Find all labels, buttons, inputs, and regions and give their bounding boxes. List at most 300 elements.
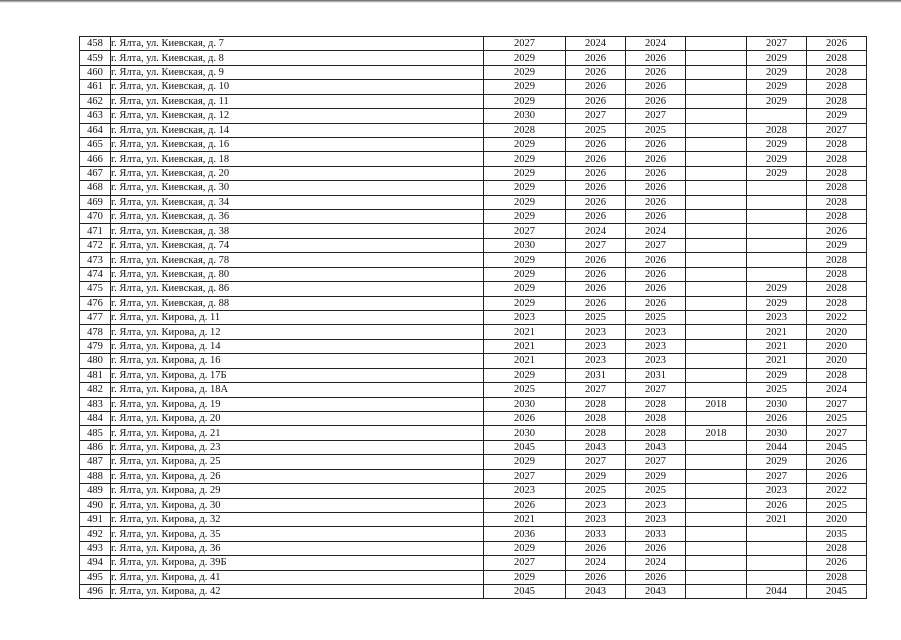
table-row [80,51,867,65]
row-number: 468 [80,181,111,195]
year-cell-6: 2020 [807,325,867,339]
row-number: 487 [80,455,111,469]
year-cell-1: 2029 [484,166,566,180]
year-cell-5 [747,181,807,195]
row-number: 474 [80,267,111,281]
year-cell-6: 2028 [807,541,867,555]
year-cell-3: 2027 [626,383,686,397]
table-row [80,368,867,382]
year-cell-2: 2033 [566,527,626,541]
year-cell-6: 2028 [807,282,867,296]
year-cell-5: 2029 [747,152,807,166]
address-cell: г. Ялта, ул. Кирова, д. 35 [111,527,484,541]
row-number: 495 [80,570,111,584]
table-row [80,440,867,454]
year-cell-5: 2029 [747,51,807,65]
address-cell: г. Ялта, ул. Киевская, д. 74 [111,238,484,252]
year-cell-1: 2021 [484,325,566,339]
year-cell-1: 2045 [484,440,566,454]
year-cell-3: 2029 [626,469,686,483]
address-cell: г. Ялта, ул. Кирова, д. 25 [111,455,484,469]
table-row [80,181,867,195]
year-cell-1: 2029 [484,94,566,108]
year-cell-5 [747,195,807,209]
row-number: 492 [80,527,111,541]
table-row [80,65,867,79]
table-row [80,123,867,137]
year-cell-1: 2029 [484,80,566,94]
address-cell: г. Ялта, ул. Кирова, д. 29 [111,484,484,498]
year-cell-5: 2029 [747,80,807,94]
row-number: 466 [80,152,111,166]
address-cell: г. Ялта, ул. Киевская, д. 34 [111,195,484,209]
year-cell-5: 2021 [747,354,807,368]
year-cell-3: 2024 [626,224,686,238]
row-number: 475 [80,282,111,296]
year-cell-2: 2026 [566,80,626,94]
year-cell-4 [686,181,747,195]
address-cell: г. Ялта, ул. Киевская, д. 38 [111,224,484,238]
year-cell-3: 2033 [626,527,686,541]
year-cell-5 [747,570,807,584]
year-cell-4 [686,512,747,526]
year-cell-2: 2027 [566,238,626,252]
address-cell: г. Ялта, ул. Кирова, д. 20 [111,411,484,425]
row-number: 472 [80,238,111,252]
year-cell-4 [686,166,747,180]
year-cell-5: 2021 [747,325,807,339]
address-cell: г. Ялта, ул. Кирова, д. 42 [111,585,484,599]
year-cell-4 [686,51,747,65]
year-cell-1: 2023 [484,311,566,325]
year-cell-2: 2026 [566,570,626,584]
year-cell-1: 2030 [484,397,566,411]
address-cell: г. Ялта, ул. Киевская, д. 36 [111,210,484,224]
year-cell-6: 2028 [807,570,867,584]
year-cell-5 [747,109,807,123]
year-cell-6: 2027 [807,426,867,440]
table-row [80,282,867,296]
table-row [80,339,867,353]
year-cell-2: 2043 [566,585,626,599]
year-cell-5: 2021 [747,512,807,526]
year-cell-6: 2026 [807,469,867,483]
address-cell: г. Ялта, ул. Киевская, д. 88 [111,296,484,310]
table-row [80,195,867,209]
year-cell-6: 2028 [807,267,867,281]
year-cell-5: 2029 [747,296,807,310]
row-number: 494 [80,556,111,570]
table-row [80,152,867,166]
table-row [80,455,867,469]
year-cell-4 [686,224,747,238]
table-row [80,325,867,339]
table-row [80,109,867,123]
year-cell-2: 2028 [566,397,626,411]
row-number: 489 [80,484,111,498]
address-cell: г. Ялта, ул. Кирова, д. 19 [111,397,484,411]
year-cell-2: 2023 [566,512,626,526]
row-number: 470 [80,210,111,224]
year-cell-3: 2025 [626,311,686,325]
year-cell-3: 2028 [626,426,686,440]
year-cell-4 [686,123,747,137]
year-cell-6: 2026 [807,455,867,469]
year-cell-2: 2026 [566,541,626,555]
row-number: 478 [80,325,111,339]
address-cell: г. Ялта, ул. Кирова, д. 23 [111,440,484,454]
row-number: 477 [80,311,111,325]
year-cell-3: 2024 [626,556,686,570]
address-cell: г. Ялта, ул. Кирова, д. 30 [111,498,484,512]
row-number: 486 [80,440,111,454]
year-cell-3: 2023 [626,512,686,526]
address-cell: г. Ялта, ул. Кирова, д. 18А [111,383,484,397]
address-cell: г. Ялта, ул. Киевская, д. 78 [111,253,484,267]
year-cell-1: 2029 [484,282,566,296]
row-number: 483 [80,397,111,411]
table-row [80,527,867,541]
year-cell-6: 2028 [807,181,867,195]
year-cell-2: 2026 [566,166,626,180]
year-cell-2: 2026 [566,282,626,296]
year-cell-3: 2025 [626,123,686,137]
year-cell-3: 2026 [626,267,686,281]
year-cell-3: 2023 [626,339,686,353]
year-cell-6: 2027 [807,397,867,411]
year-cell-5: 2029 [747,282,807,296]
year-cell-3: 2026 [626,195,686,209]
year-cell-6: 2026 [807,556,867,570]
year-cell-4 [686,65,747,79]
year-cell-6: 2028 [807,210,867,224]
year-cell-1: 2021 [484,354,566,368]
row-number: 482 [80,383,111,397]
year-cell-2: 2023 [566,498,626,512]
year-cell-3: 2023 [626,354,686,368]
year-cell-4 [686,484,747,498]
address-cell: г. Ялта, ул. Киевская, д. 16 [111,137,484,151]
address-cell: г. Ялта, ул. Кирова, д. 36 [111,541,484,555]
year-cell-4 [686,210,747,224]
table-row [80,80,867,94]
year-cell-3: 2043 [626,440,686,454]
table-row [80,238,867,252]
row-number: 465 [80,137,111,151]
year-cell-3: 2023 [626,325,686,339]
year-cell-3: 2023 [626,498,686,512]
address-cell: г. Ялта, ул. Киевская, д. 80 [111,267,484,281]
year-cell-4 [686,325,747,339]
table-row [80,383,867,397]
year-cell-4 [686,368,747,382]
year-cell-5 [747,541,807,555]
year-cell-6: 2028 [807,152,867,166]
address-cell: г. Ялта, ул. Киевская, д. 7 [111,37,484,51]
row-number: 493 [80,541,111,555]
table-row [80,137,867,151]
year-cell-1: 2029 [484,296,566,310]
year-cell-6: 2035 [807,527,867,541]
year-cell-1: 2027 [484,556,566,570]
year-cell-4 [686,411,747,425]
year-cell-5 [747,253,807,267]
year-cell-6: 2022 [807,311,867,325]
year-cell-1: 2028 [484,123,566,137]
year-cell-1: 2023 [484,484,566,498]
table-row [80,311,867,325]
year-cell-2: 2023 [566,354,626,368]
year-cell-2: 2031 [566,368,626,382]
year-cell-1: 2036 [484,527,566,541]
year-cell-5: 2021 [747,339,807,353]
table-row [80,411,867,425]
year-cell-5 [747,238,807,252]
year-cell-4 [686,498,747,512]
year-cell-2: 2026 [566,210,626,224]
year-cell-6: 2022 [807,484,867,498]
year-cell-6: 2025 [807,498,867,512]
year-cell-1: 2027 [484,37,566,51]
year-cell-1: 2021 [484,512,566,526]
year-cell-4 [686,94,747,108]
year-cell-3: 2026 [626,152,686,166]
year-cell-3: 2026 [626,166,686,180]
year-cell-2: 2027 [566,109,626,123]
table-row [80,570,867,584]
year-cell-5: 2029 [747,455,807,469]
year-cell-2: 2026 [566,51,626,65]
year-cell-3: 2026 [626,282,686,296]
table-row [80,426,867,440]
year-cell-5: 2029 [747,137,807,151]
address-cell: г. Ялта, ул. Киевская, д. 8 [111,51,484,65]
year-cell-4 [686,109,747,123]
year-cell-4 [686,541,747,555]
address-cell: г. Ялта, ул. Киевская, д. 12 [111,109,484,123]
year-cell-4 [686,440,747,454]
year-cell-2: 2024 [566,556,626,570]
year-cell-1: 2027 [484,469,566,483]
year-cell-5: 2029 [747,65,807,79]
row-number: 463 [80,109,111,123]
table-row [80,512,867,526]
year-cell-3: 2027 [626,455,686,469]
address-cell: г. Ялта, ул. Кирова, д. 16 [111,354,484,368]
year-cell-3: 2026 [626,253,686,267]
year-cell-3: 2026 [626,296,686,310]
year-cell-1: 2030 [484,109,566,123]
year-cell-6: 2029 [807,109,867,123]
year-cell-4 [686,556,747,570]
year-cell-3: 2026 [626,94,686,108]
row-number: 496 [80,585,111,599]
row-number: 458 [80,37,111,51]
year-cell-4 [686,339,747,353]
year-cell-4 [686,37,747,51]
year-cell-1: 2029 [484,368,566,382]
year-cell-3: 2025 [626,484,686,498]
table-row [80,166,867,180]
year-cell-3: 2026 [626,570,686,584]
year-cell-4 [686,311,747,325]
year-cell-5: 2025 [747,383,807,397]
year-cell-1: 2029 [484,541,566,555]
year-cell-1: 2029 [484,570,566,584]
year-cell-2: 2029 [566,469,626,483]
table-row [80,210,867,224]
year-cell-1: 2021 [484,339,566,353]
year-cell-6: 2020 [807,339,867,353]
year-cell-6: 2029 [807,238,867,252]
address-cell: г. Ялта, ул. Киевская, д. 10 [111,80,484,94]
year-cell-3: 2028 [626,411,686,425]
year-cell-5: 2044 [747,440,807,454]
row-number: 490 [80,498,111,512]
year-cell-2: 2025 [566,311,626,325]
year-cell-1: 2045 [484,585,566,599]
year-cell-6: 2028 [807,80,867,94]
year-cell-3: 2031 [626,368,686,382]
table-row [80,267,867,281]
year-cell-4 [686,152,747,166]
row-number: 485 [80,426,111,440]
row-number: 484 [80,411,111,425]
year-cell-1: 2027 [484,224,566,238]
row-number: 467 [80,166,111,180]
year-cell-5: 2026 [747,498,807,512]
year-cell-5: 2026 [747,411,807,425]
year-cell-6: 2026 [807,37,867,51]
table-row [80,556,867,570]
year-cell-2: 2026 [566,296,626,310]
row-number: 473 [80,253,111,267]
row-number: 461 [80,80,111,94]
year-cell-3: 2026 [626,80,686,94]
table-row [80,469,867,483]
year-cell-6: 2028 [807,195,867,209]
year-cell-1: 2029 [484,65,566,79]
year-cell-2: 2026 [566,137,626,151]
year-cell-3: 2026 [626,137,686,151]
row-number: 491 [80,512,111,526]
year-cell-4 [686,238,747,252]
year-cell-1: 2029 [484,137,566,151]
year-cell-2: 2025 [566,123,626,137]
address-cell: г. Ялта, ул. Кирова, д. 12 [111,325,484,339]
housing-registry-table [79,36,867,599]
row-number: 462 [80,94,111,108]
year-cell-4: 2018 [686,397,747,411]
year-cell-4 [686,253,747,267]
year-cell-3: 2026 [626,210,686,224]
year-cell-1: 2026 [484,411,566,425]
year-cell-5: 2030 [747,397,807,411]
year-cell-1: 2029 [484,210,566,224]
year-cell-4 [686,585,747,599]
year-cell-4 [686,267,747,281]
year-cell-5: 2023 [747,311,807,325]
address-cell: г. Ялта, ул. Кирова, д. 41 [111,570,484,584]
year-cell-6: 2020 [807,354,867,368]
year-cell-4 [686,80,747,94]
year-cell-5: 2029 [747,94,807,108]
address-cell: г. Ялта, ул. Киевская, д. 86 [111,282,484,296]
year-cell-2: 2025 [566,484,626,498]
year-cell-1: 2029 [484,267,566,281]
year-cell-5: 2027 [747,469,807,483]
table-body [80,37,867,599]
address-cell: г. Ялта, ул. Киевская, д. 20 [111,166,484,180]
year-cell-5: 2044 [747,585,807,599]
year-cell-3: 2026 [626,65,686,79]
address-cell: г. Ялта, ул. Киевская, д. 18 [111,152,484,166]
address-cell: г. Ялта, ул. Киевская, д. 30 [111,181,484,195]
row-number: 480 [80,354,111,368]
year-cell-4 [686,137,747,151]
table-row [80,37,867,51]
year-cell-1: 2029 [484,181,566,195]
table-row [80,94,867,108]
address-cell: г. Ялта, ул. Кирова, д. 11 [111,311,484,325]
year-cell-4 [686,455,747,469]
year-cell-3: 2027 [626,238,686,252]
year-cell-2: 2028 [566,411,626,425]
year-cell-6: 2028 [807,137,867,151]
year-cell-1: 2029 [484,253,566,267]
year-cell-1: 2030 [484,238,566,252]
year-cell-5 [747,224,807,238]
year-cell-3: 2024 [626,37,686,51]
year-cell-6: 2026 [807,224,867,238]
table-row [80,498,867,512]
year-cell-6: 2028 [807,296,867,310]
year-cell-4: 2018 [686,426,747,440]
table-row [80,253,867,267]
year-cell-2: 2024 [566,37,626,51]
year-cell-2: 2026 [566,195,626,209]
year-cell-6: 2020 [807,512,867,526]
year-cell-5 [747,267,807,281]
year-cell-5: 2029 [747,368,807,382]
year-cell-4 [686,296,747,310]
year-cell-1: 2030 [484,426,566,440]
year-cell-2: 2027 [566,383,626,397]
year-cell-2: 2043 [566,440,626,454]
year-cell-6: 2028 [807,166,867,180]
address-cell: г. Ялта, ул. Кирова, д. 17Б [111,368,484,382]
address-cell: г. Ялта, ул. Киевская, д. 9 [111,65,484,79]
year-cell-6: 2028 [807,368,867,382]
row-number: 459 [80,51,111,65]
scan-edge-shadow [0,0,901,3]
year-cell-2: 2023 [566,339,626,353]
row-number: 476 [80,296,111,310]
year-cell-2: 2027 [566,455,626,469]
year-cell-2: 2026 [566,181,626,195]
row-number: 464 [80,123,111,137]
row-number: 460 [80,65,111,79]
row-number: 479 [80,339,111,353]
address-cell: г. Ялта, ул. Кирова, д. 39Б [111,556,484,570]
year-cell-3: 2026 [626,181,686,195]
year-cell-4 [686,469,747,483]
year-cell-6: 2028 [807,51,867,65]
row-number: 469 [80,195,111,209]
year-cell-5: 2029 [747,166,807,180]
year-cell-1: 2025 [484,383,566,397]
year-cell-1: 2026 [484,498,566,512]
